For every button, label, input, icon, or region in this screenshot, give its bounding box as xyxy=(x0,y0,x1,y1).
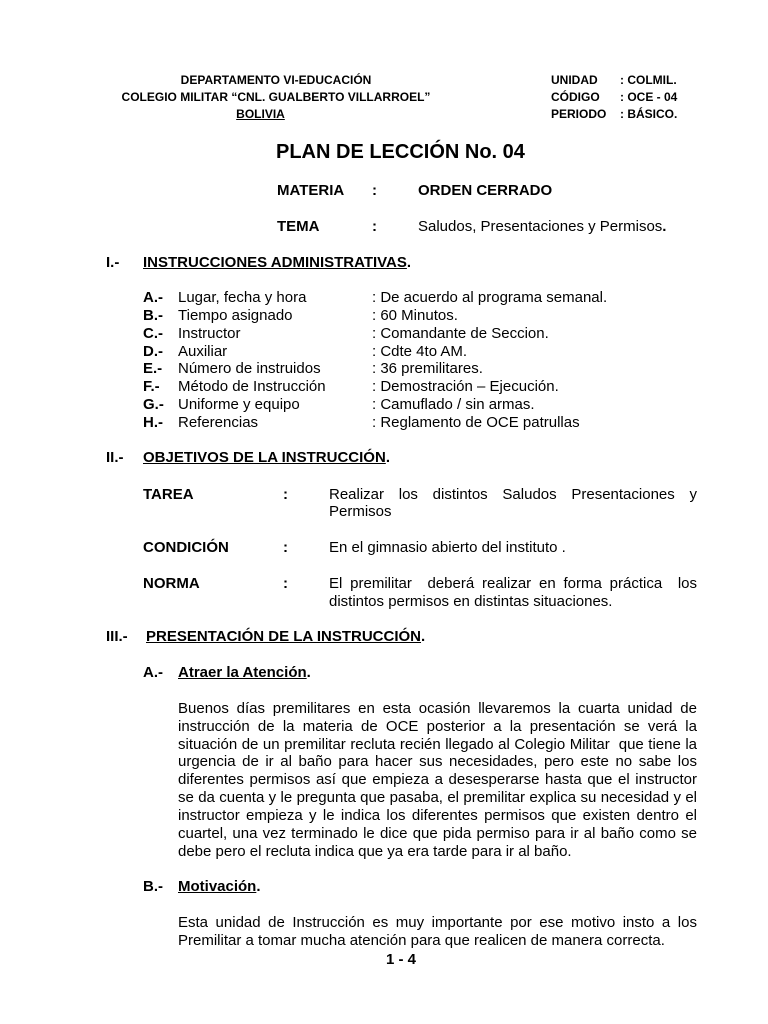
condicion-label: CONDICIÓN xyxy=(143,539,229,556)
materia-value: ORDEN CERRADO xyxy=(418,182,553,199)
header-college: COLEGIO MILITAR “CNL. GUALBERTO VILLARROEL” xyxy=(121,90,431,104)
norma-colon: : xyxy=(283,575,288,592)
section1-title xyxy=(143,254,411,272)
paragraph-line: se da cuenta y le pregunta que pasaba, el premilitar explica su necesidad y el xyxy=(178,789,697,806)
section2-title-text: OBJETIVOS DE LA INSTRUCCIÓN xyxy=(143,449,386,466)
section1-title-dot: . xyxy=(406,254,412,271)
subsection-a-title-text: Atraer la Atención xyxy=(178,664,307,681)
admin-item-label: Método de Instrucción xyxy=(178,378,326,395)
paragraph-line: cuartel, una vez terminado le dice que pida permiso para ir al baño como se xyxy=(178,825,697,842)
section3-title xyxy=(146,628,425,646)
header-unidad-value: : COLMIL. xyxy=(620,73,677,87)
subsection-b-title-text: Motivación xyxy=(178,878,257,895)
header-periodo-label: PERIODO xyxy=(551,107,607,121)
section1-number: I.- xyxy=(106,254,120,271)
section3-title-dot: . xyxy=(421,628,426,645)
admin-item-letter: F.- xyxy=(143,378,160,395)
subsection-b-title xyxy=(178,878,261,896)
admin-item-letter: E.- xyxy=(143,360,163,377)
paragraph-line: diferentes permisos así que empieza a desesperarse hasta que el instructor xyxy=(178,771,697,788)
admin-item-letter: A.- xyxy=(143,289,163,306)
admin-item-value: : 60 Minutos. xyxy=(372,307,458,324)
norma-text-line1: El premilitar deberá realizar en forma práctica los xyxy=(329,575,697,592)
section2-number: II.- xyxy=(106,449,124,466)
page-title: PLAN DE LECCIÓN No. 04 xyxy=(276,141,525,163)
paragraph-line: Buenos días premilitares en esta ocasión llevaremos la cuarta unidad de xyxy=(178,700,697,717)
section1-title-text: INSTRUCCIONES ADMINISTRATIVAS xyxy=(143,254,407,271)
paragraph-line: debe pero el recluta indica que ya era tarde para ir al baño. xyxy=(178,843,572,860)
admin-item-label: Uniforme y equipo xyxy=(178,396,300,413)
admin-item-letter: H.- xyxy=(143,414,163,431)
section2-title-dot: . xyxy=(385,449,390,466)
subsection-a-letter: A.- xyxy=(143,664,163,681)
paragraph-line: instructor empieza y le indica los diferentes permisos que existen dentro el xyxy=(178,807,697,824)
tema-colon: : xyxy=(372,218,377,235)
materia-colon: : xyxy=(372,182,377,199)
admin-item-value: : Comandante de Seccion. xyxy=(372,325,549,342)
section2-title xyxy=(143,449,390,467)
section3-number: III.- xyxy=(106,628,128,645)
admin-item-value: : De acuerdo al programa semanal. xyxy=(372,289,608,306)
norma-text-line2: distintos permisos en distintas situaciones. xyxy=(329,593,613,610)
admin-item-value: : 36 premilitares. xyxy=(372,360,483,377)
admin-item-letter: B.- xyxy=(143,307,163,324)
admin-item-label: Lugar, fecha y hora xyxy=(178,289,307,306)
admin-item-label: Referencias xyxy=(178,414,259,431)
admin-item-value: : Demostración – Ejecución. xyxy=(372,378,559,395)
subsection-b-title-dot: . xyxy=(256,878,261,895)
header-dept: DEPARTAMENTO VI-EDUCACIÓN xyxy=(180,73,372,87)
admin-item-letter: D.- xyxy=(143,343,163,360)
admin-item-letter: G.- xyxy=(143,396,164,413)
paragraph-line: Esta unidad de Instrucción es muy importante por ese motivo insto a los xyxy=(178,914,697,931)
paragraph-line: Premilitar a tomar mucha atención para que realicen de manera correcta. xyxy=(178,932,665,949)
condicion-text: En el gimnasio abierto del instituto . xyxy=(329,539,566,556)
section3-title-text: PRESENTACIÓN DE LA INSTRUCCIÓN xyxy=(146,628,422,645)
norma-label: NORMA xyxy=(143,575,200,592)
header-codigo-label: CÓDIGO xyxy=(551,90,600,104)
header-unidad-label: UNIDAD xyxy=(551,73,598,87)
subsection-a-title-dot: . xyxy=(306,664,311,681)
condicion-colon: : xyxy=(283,539,288,556)
page-number: 1 - 4 xyxy=(386,951,417,968)
admin-item-label: Tiempo asignado xyxy=(178,307,293,324)
tema-dot: . xyxy=(662,218,667,235)
tarea-label: TAREA xyxy=(143,486,194,503)
admin-item-value: : Cdte 4to AM. xyxy=(372,343,468,360)
tarea-text-line1: Realizar los distintos Saludos Presentaciones y xyxy=(329,486,697,503)
tarea-text-line2: Permisos xyxy=(329,503,392,520)
paragraph-line: instrucción de la materia de OCE posterior a la presentación se verá la xyxy=(178,718,697,735)
tema-text: Saludos, Presentaciones y Permisos xyxy=(418,218,663,235)
admin-item-letter: C.- xyxy=(143,325,163,342)
tarea-colon: : xyxy=(283,486,288,503)
admin-item-value: : Camuflado / sin armas. xyxy=(372,396,535,413)
subsection-b-letter: B.- xyxy=(143,878,163,895)
header-periodo-value: : BÁSICO. xyxy=(620,107,678,121)
admin-item-label: Número de instruidos xyxy=(178,360,321,377)
header-country: BOLIVIA xyxy=(236,107,285,121)
tema-label: TEMA xyxy=(277,218,320,235)
subsection-a-title xyxy=(178,664,311,682)
paragraph-line: situación de un premilitar recluta recién llegado al Colegio Militar que tiene la xyxy=(178,736,697,753)
admin-item-label: Instructor xyxy=(178,325,241,342)
admin-item-label: Auxiliar xyxy=(178,343,228,360)
tema-value xyxy=(418,218,666,236)
paragraph-line: urgencia de ir al baño para hacer sus necesidades, pero este no sabe los xyxy=(178,753,697,770)
materia-label: MATERIA xyxy=(277,182,345,199)
header-codigo-value: : OCE - 04 xyxy=(620,90,678,104)
admin-item-value: : Reglamento de OCE patrullas xyxy=(372,414,580,431)
